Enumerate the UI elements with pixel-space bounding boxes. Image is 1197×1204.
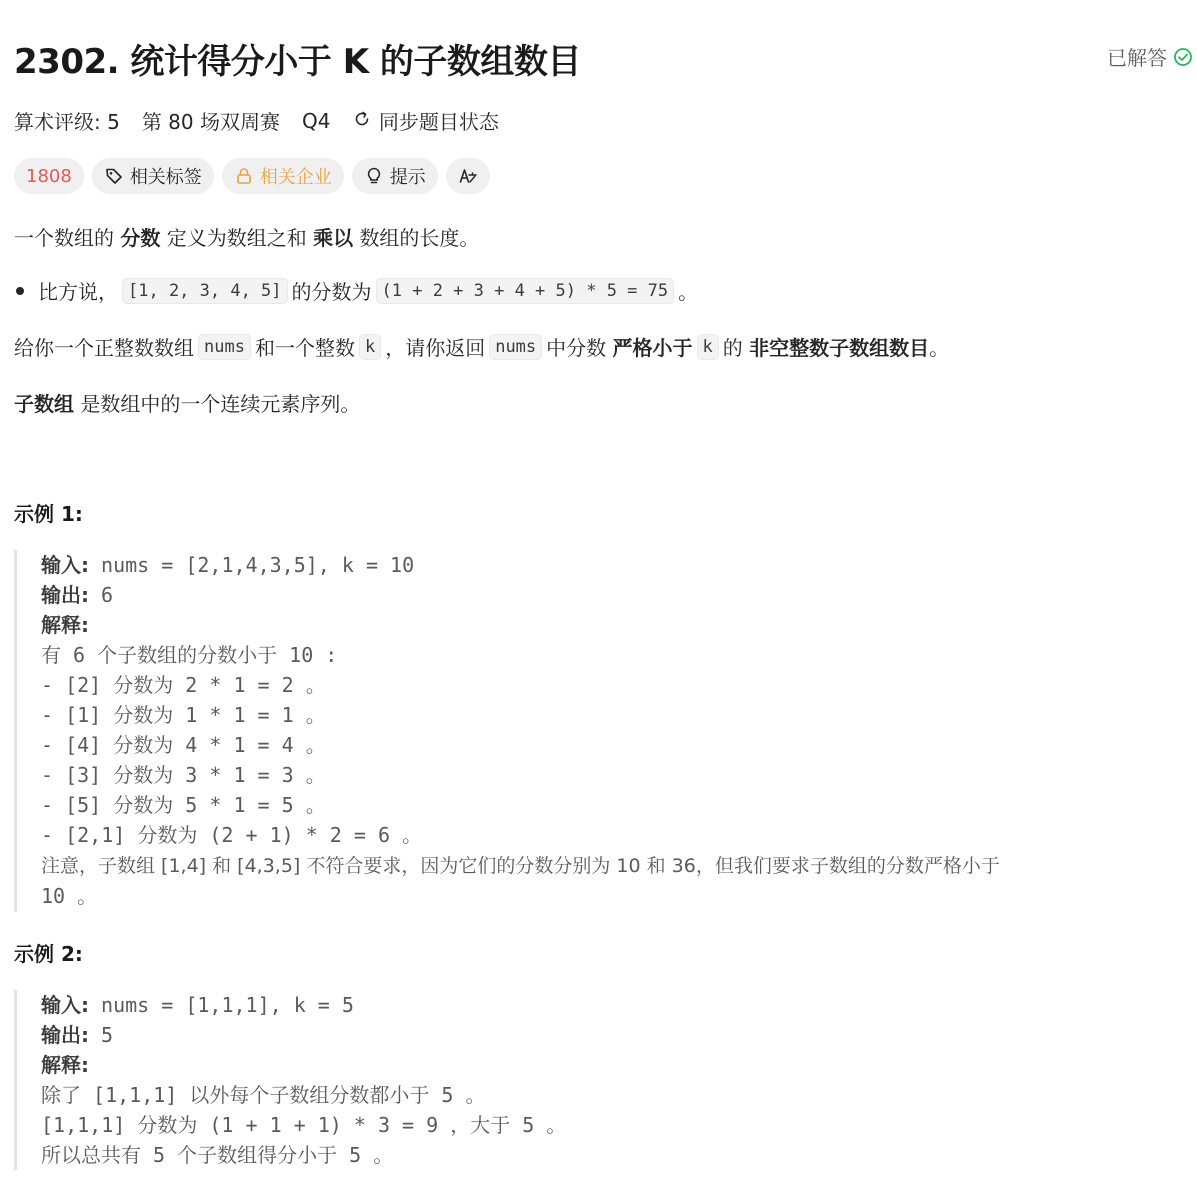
text: 的 (722, 336, 743, 360)
description-paragraph-3 (14, 388, 360, 417)
text: 是数组中的一个连续元素序列。 (80, 392, 361, 416)
explain-line: - [2,1] 分数为 (2 + 1) * 2 = 6 。 (41, 823, 423, 847)
inline-code: nums (489, 334, 542, 360)
solved-label: 已解答 (1107, 46, 1167, 70)
text: 。 (678, 280, 699, 304)
likes-count: 1808 (26, 165, 72, 187)
likes-badge[interactable] (14, 158, 84, 194)
bullet-dot (16, 287, 24, 295)
explain-line: - [5] 分数为 5 * 1 = 5 。 (41, 793, 326, 817)
check-circle-icon (1173, 47, 1193, 67)
explain-line: - [3] 分数为 3 * 1 = 3 。 (41, 763, 326, 787)
question-number: Q4 (302, 108, 331, 133)
example-2-block (14, 990, 566, 1170)
hint-button[interactable] (352, 158, 438, 194)
solved-status (1107, 42, 1193, 71)
problem-header (14, 34, 1197, 80)
lock-icon (234, 166, 254, 186)
related-tags-label: 相关标签 (129, 167, 202, 188)
explain-line: 注意，子数组 [1,4] 和 [4,3,5] 不符合要求，因为它们的分数分别为 10 和 36，但我们要求子数组的分数严格小于 (41, 855, 1000, 877)
bold-text: 乘以 (313, 226, 354, 250)
explain-line: - [4] 分数为 4 * 1 = 4 。 (41, 733, 326, 757)
explain-line: 10 。 (41, 884, 98, 908)
description-bullet (14, 276, 698, 305)
text: 比方说， (38, 280, 118, 304)
translate-icon (458, 166, 478, 186)
output-value: 5 (89, 1023, 114, 1047)
example-2-heading: 示例 2: (14, 942, 83, 966)
related-companies-button[interactable] (222, 158, 344, 194)
output-label: 输出: (41, 583, 89, 607)
text: 。 (929, 336, 950, 360)
bold-text: 严格小于 (612, 336, 693, 360)
inline-code: (1 + 2 + 3 + 4 + 5) * 5 = 75 (376, 278, 675, 304)
sync-status-button[interactable] (352, 106, 498, 135)
input-value: nums = [2,1,4,3,5], k = 10 (89, 553, 415, 577)
text: 和一个整数 (254, 336, 355, 360)
explain-line: - [1] 分数为 1 * 1 = 1 。 (41, 703, 326, 727)
output-value: 6 (89, 583, 114, 607)
example-1-block (14, 550, 1000, 912)
related-tags-button[interactable] (92, 158, 214, 194)
text: 一个数组的 (14, 226, 114, 250)
problem-title: 2302. 统计得分小于 K 的子数组数目 (14, 42, 581, 82)
explain-label: 解释: (41, 613, 89, 637)
translate-button[interactable] (446, 158, 490, 194)
text: 给你一个正整数数组 (14, 336, 194, 360)
sync-icon (352, 109, 372, 129)
contest-link[interactable]: 第 80 场双周赛 (141, 110, 280, 134)
example-1-heading: 示例 1: (14, 502, 83, 526)
sync-label: 同步题目状态 (378, 110, 499, 134)
input-value: nums = [1,1,1], k = 5 (89, 993, 354, 1017)
bold-text: 非空整数子数组数目 (749, 336, 930, 360)
description-paragraph-1 (14, 222, 479, 251)
text: ，请你返回 (385, 336, 486, 360)
text: 定义为数组之和 (166, 226, 307, 250)
bold-text: 子数组 (14, 392, 74, 416)
explain-line: 所以总共有 5 个子数组得分小于 5 。 (41, 1143, 394, 1167)
output-label: 输出: (41, 1023, 89, 1047)
explain-label: 解释: (41, 1053, 89, 1077)
problem-meta (14, 106, 499, 135)
hint-label: 提示 (389, 167, 426, 188)
input-label: 输入: (41, 993, 89, 1017)
text: 中分数 (546, 336, 607, 360)
inline-code: nums (198, 334, 251, 360)
explain-line: [1,1,1] 分数为 (1 + 1 + 1) * 3 = 9 ，大于 5 。 (41, 1113, 567, 1137)
bold-text: 分数 (120, 226, 161, 250)
explain-line: 除了 [1,1,1] 以外每个子数组分数都小于 5 。 (41, 1083, 486, 1107)
inline-code: k (697, 334, 719, 360)
text: 的分数为 (291, 280, 372, 304)
related-companies-label: 相关企业 (259, 167, 332, 188)
rating-text: 算术评级: 5 (14, 110, 120, 134)
input-label: 输入: (41, 553, 89, 577)
inline-code: [1, 2, 3, 4, 5] (122, 278, 288, 304)
text: 数组的长度。 (359, 226, 480, 250)
tag-bar (14, 158, 490, 194)
explain-line: 有 6 个子数组的分数小于 10 : (41, 643, 338, 667)
lightbulb-icon (364, 166, 384, 186)
tag-icon (104, 166, 124, 186)
inline-code: k (359, 334, 381, 360)
explain-line: - [2] 分数为 2 * 1 = 2 。 (41, 673, 326, 697)
description-paragraph-2 (14, 332, 949, 361)
